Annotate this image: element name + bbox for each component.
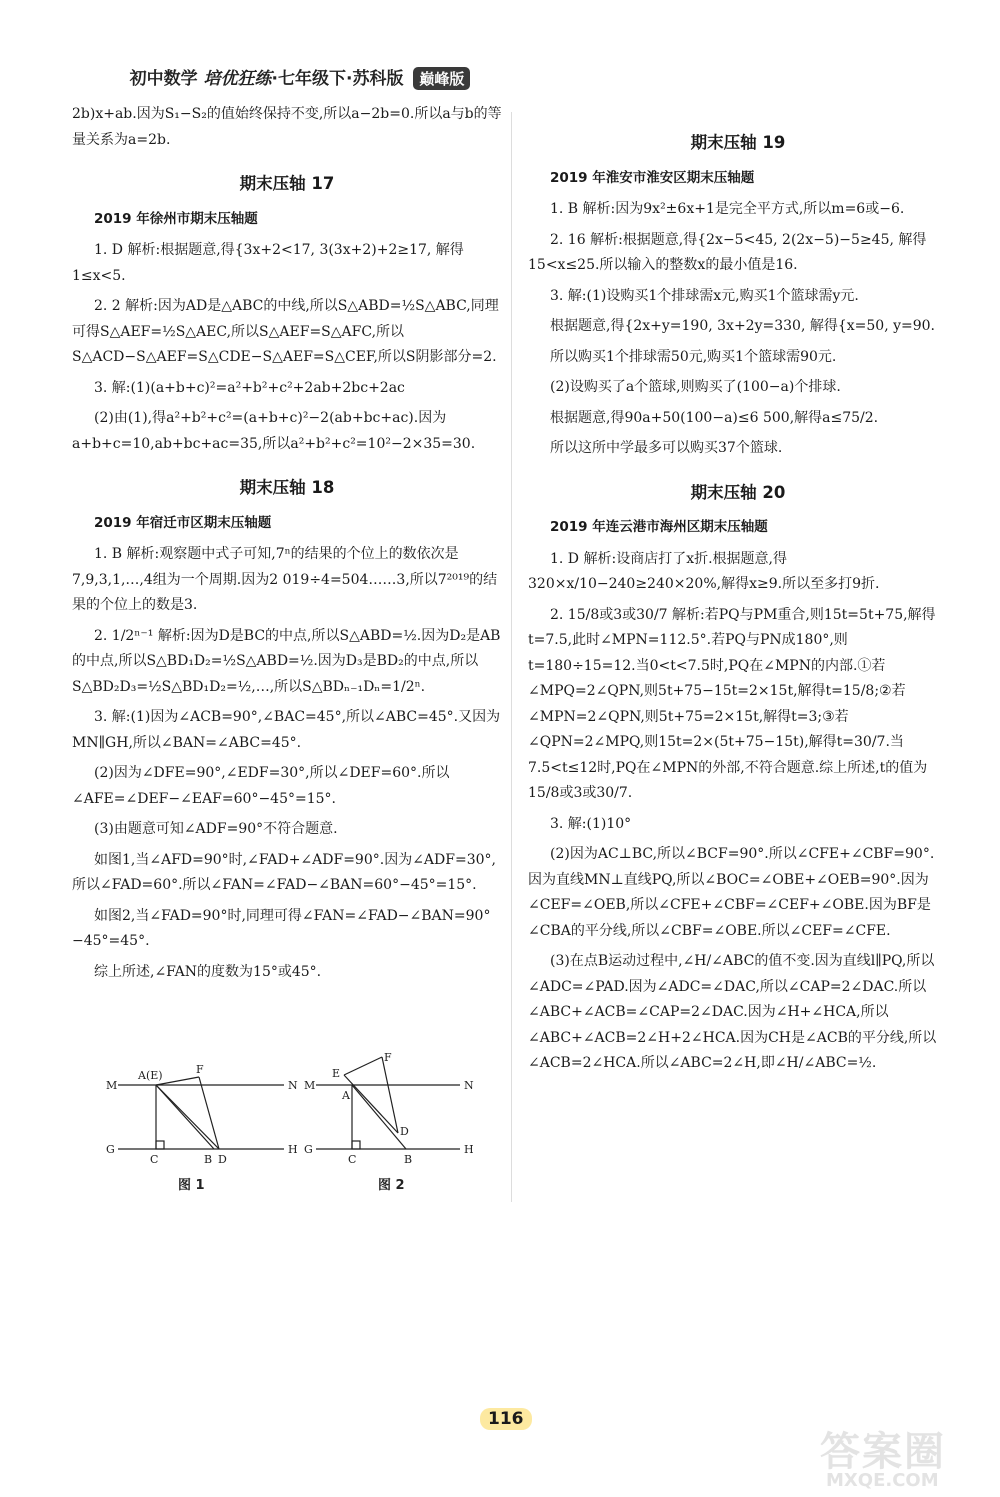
header-grade: ·七年级下·苏科版	[271, 69, 404, 89]
s20-q3: 3. 解:(1)10°	[550, 815, 632, 832]
section-title-19: 期末压轴 19	[690, 133, 786, 152]
fig1-label-G: G	[106, 1143, 115, 1156]
header-badge: 巅峰版	[413, 67, 470, 90]
s18-q3: 3. 解:(1)因为∠ACB=90°,∠BAC=45°,所以∠ABC=45°.又因为MN∥GH,所以∠BAN=∠ABC=45°.	[72, 709, 501, 751]
s17-q3-part2: (2)由(1),得a²+b²+c²=(a+b+c)²−2(ab+bc+ac).因为a+b+c=10,ab+bc+ac=35,所以a²+b²+c²=10²−2×35=30.	[72, 410, 476, 452]
s19-q3-ineq: 根据题意,得90a+50(100−a)≤6 500,解得a≤75/2.	[550, 409, 879, 426]
section-subtitle-17: 2019 年徐州市期末压轴题	[94, 210, 258, 227]
geometry-figures	[104, 1051, 484, 1203]
intro-text: 2b)x+ab.因为S₁−S₂的值始终保持不变,所以a−2b=0.所以a与b的等量关系为a=2b.	[72, 106, 502, 148]
fig1-label-N: N	[288, 1079, 298, 1092]
fig1-label-B: B	[204, 1153, 213, 1166]
s20-q2: 2. 15/8或3或30/7 解析:若PQ与PM重合,则15t=5t+75,解得t=7.5,此时∠MPN=112.5°.若PQ与PN成180°,则t=180÷15=12.当0<t<7.5时,PQ在∠MPN的内部.①若∠MPQ=2∠QPN,则5t+75−15t=2×15t,解得t=15/8;②若∠MPN=2∠QPN,则5t+75=2×15t,解得t=3;③若∠QPN=2∠MPQ,则15t=2×(5t+75−15t),解得t=30/7.当7.5<t≤12时,PQ在∠MPN的外部,不符合题意.综上所述,t的值为15/8或3或30/7.	[528, 606, 936, 801]
figure-2	[304, 1051, 474, 1193]
fig1-label-H: H	[288, 1143, 298, 1156]
fig2-label-A: A	[342, 1089, 350, 1102]
fig1-label-D: D	[218, 1153, 227, 1166]
fig1-label-F: F	[196, 1063, 204, 1076]
column-divider	[511, 112, 512, 1202]
fig1-caption: 图 1	[178, 1178, 205, 1193]
s18-q3-fig1: 如图1,当∠AFD=90°时,∠FAD+∠ADF=90°.因为∠ADF=30°,所以∠FAD=60°.所以∠FAN=∠FAD−∠BAN=60°−45°=15°.	[72, 851, 496, 893]
s18-q3-part3: (3)由题意可知∠ADF=90°不符合题意.	[94, 821, 338, 837]
fig2-label-H: H	[464, 1143, 474, 1156]
s18-q2: 2. 1/2ⁿ⁻¹ 解析:因为D是BC的中点,所以S△ABD=½.因为D₂是AB的中点,所以S△BD₁D₂=½S△ABD=½.因为D₃是BD₂的中点,所以S△BD₂D₃=½S△BD₁D₂=½,…,所以S△BDₙ₋₁Dₙ=1/2ⁿ.	[72, 627, 501, 695]
fig1-label-M: M	[106, 1079, 118, 1092]
section-subtitle-18: 2019 年宿迁市区期末压轴题	[94, 514, 272, 531]
left-column	[72, 102, 502, 990]
s20-q3-part2: (2)因为AC⊥BC,所以∠BCF=90°.所以∠CFE+∠CBF=90°.因为直线MN⊥直线PQ,所以∠BOC=∠OBE+∠OEB=90°.因为∠CEF=∠OEB,所以∠CFE+∠CBF=∠CEF+∠OBE.因为BF是∠CBA的平分线,所以∠CBF=∠OBE.所以∠CEF=∠CFE.	[528, 846, 935, 939]
fig2-label-E: E	[332, 1067, 341, 1080]
watermark-logo: 答案圈	[820, 1429, 946, 1475]
s17-q1: 1. D 解析:根据题意,得{3x+2<17, 3(3x+2)+2≥17, 解得 1≤x<5.	[72, 242, 464, 284]
fig2-label-D: D	[400, 1125, 409, 1138]
figure-1	[106, 1063, 298, 1193]
s18-q3-part2: (2)因为∠DFE=90°,∠EDF=30°,所以∠DEF=60°.所以∠AFE=∠DEF−∠EAF=60°−45°=15°.	[72, 765, 450, 807]
fig2-label-M: M	[304, 1079, 316, 1092]
fig2-label-F: F	[384, 1051, 392, 1064]
header-brand: 培优狂练	[203, 69, 272, 89]
s19-q1: 1. B 解析:因为9x²±6x+1是完全平方式,所以m=6或−6.	[550, 201, 905, 217]
s18-q3-fig2: 如图2,当∠FAD=90°时,同理可得∠FAN=∠FAD−∠BAN=90°−45°=45°.	[72, 907, 491, 949]
right-column	[528, 112, 948, 1082]
s19-q3-result: 所以这所中学最多可以购买37个篮球.	[550, 440, 783, 456]
section-title-20: 期末压轴 20	[690, 482, 786, 502]
fig2-label-B: B	[404, 1153, 413, 1166]
section-subtitle-20: 2019 年连云港市海州区期末压轴题	[550, 519, 768, 535]
fig2-label-G: G	[304, 1143, 313, 1156]
section-title-17: 期末压轴 17	[239, 174, 335, 193]
fig2-label-N: N	[464, 1079, 474, 1092]
s19-q3: 3. 解:(1)设购买1个排球需x元,购买1个篮球需y元.	[550, 287, 859, 304]
page-number: 116	[480, 1408, 532, 1430]
section-subtitle-19: 2019 年淮安市淮安区期末压轴题	[550, 169, 755, 186]
s19-q3-eq: 根据题意,得{2x+y=190, 3x+2y=330, 解得{x=50, y=90.	[550, 318, 936, 334]
header-subject: 初中数学	[129, 69, 198, 89]
s18-q1: 1. B 解析:观察题中式子可知,7ⁿ的结果的个位上的数依次是7,9,3,1,…,4组为一个周期.因为2 019÷4=504……3,所以7²⁰¹⁹的结果的个位上的数是3.	[72, 546, 498, 613]
s18-q3-summary: 综上所述,∠FAN的度数为15°或45°.	[94, 963, 322, 980]
fig2-caption: 图 2	[378, 1178, 405, 1193]
fig1-label-C: C	[150, 1153, 159, 1166]
fig1-label-AE: A(E)	[138, 1069, 163, 1082]
page-header	[0, 64, 600, 90]
s17-q2: 2. 2 解析:因为AD是△ABC的中线,所以S△ABD=½S△ABC,同理可得S△AEF=½S△AEC,所以S△AEF=S△AFC,所以S△ACD−S△AEF=S△CDE−S△AEF=S△CEF,所以S阴影部分=2.	[72, 298, 499, 365]
s20-q3-part3: (3)在点B运动过程中,∠H/∠ABC的值不变.因为直线l∥PQ,所以∠ADC=∠PAD.因为∠ADC=∠DAC,所以∠CAP=2∠DAC.所以∠ABC+∠ACB=∠CAP=2∠DAC.因为∠H+∠HCA,所以∠ABC+∠ACB=2∠H+2∠HCA.因为CH是∠ACB的平分线,所以∠ACB=2∠HCA.所以∠ABC=2∠H,即∠H/∠ABC=½.	[528, 953, 937, 1071]
section-title-18: 期末压轴 18	[239, 478, 335, 497]
fig2-label-C: C	[348, 1153, 357, 1166]
s17-q3: 3. 解:(1)(a+b+c)²=a²+b²+c²+2ab+2bc+2ac	[94, 379, 405, 396]
s19-q2: 2. 16 解析:根据题意,得{2x−5<45, 2(2x−5)−5≥45, 解得15<x≤25.所以输入的整数x的最小值是16.	[528, 231, 927, 273]
s19-q3-part2: (2)设购买了a个篮球,则购买了(100−a)个排球.	[550, 379, 841, 395]
s20-q1: 1. D 解析:设商店打了x折.根据题意,得320×x/10−240≥240×20%,解得x≥9.所以至多打9折.	[528, 550, 880, 592]
s19-q3-ans: 所以购买1个排球需50元,购买1个篮球需90元.	[550, 348, 837, 365]
watermark-url: MXQE.COM	[826, 1470, 939, 1491]
